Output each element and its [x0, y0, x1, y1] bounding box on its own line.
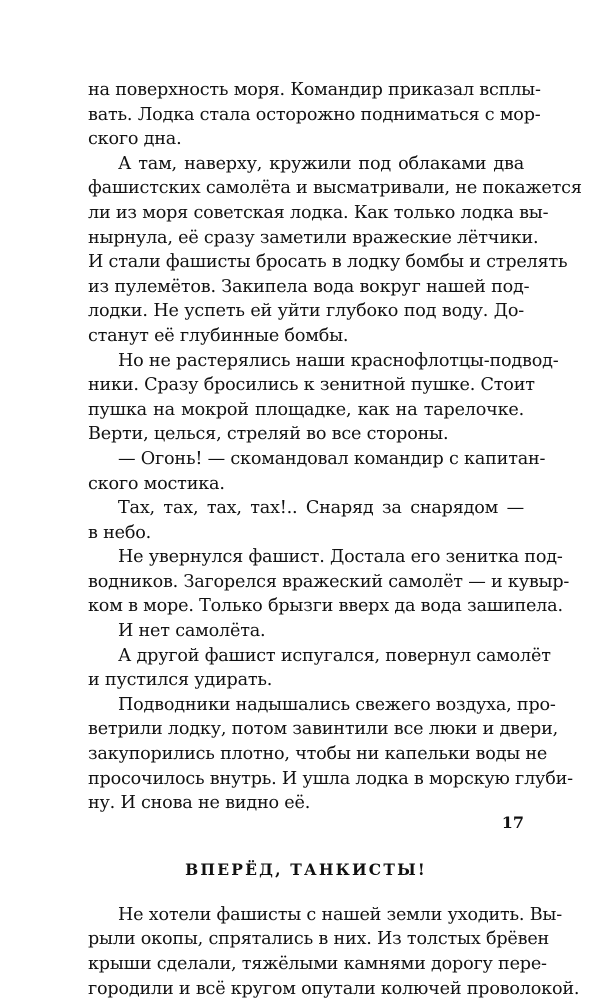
text-line: рыли окопы, спрятались в них. Из толстых брёвен: [88, 929, 550, 950]
page-number: 17: [501, 813, 524, 832]
chapter-heading: ВПЕРЁД, ТАНКИСТЫ!: [185, 859, 427, 879]
text-line: И нет самолёта.: [118, 621, 266, 642]
text-line: Но не растерялись наши краснофлотцы-подвод-: [118, 350, 559, 371]
text-line: из пулемётов. Закипела вода вокруг нашей под-: [88, 276, 530, 297]
text-line: пушка на мокрой площадке, как на тарелочке.: [88, 399, 524, 420]
text-line: крыши сделали, тяжёлыми камнями дорогу пере-: [88, 954, 547, 974]
text-line: Подводники надышались свежего воздуха, про-: [118, 694, 556, 715]
paragraph: [88, 349, 559, 447]
text-line: фашистских самолёта и высматривали, не покажется: [88, 178, 582, 199]
text-line: — Огонь! — скомандовал командир с капитан-: [118, 448, 546, 469]
text-line: Тах, тах, тах, тах!.. Снаряд за снарядом —: [118, 498, 524, 519]
text-line: нырнула, её сразу заметили вражеские лётчики.: [88, 227, 539, 248]
paragraph: [88, 545, 570, 619]
page-body: [88, 78, 582, 1001]
text-line: ского дна.: [88, 129, 182, 150]
text-line: на поверхность моря. Командир приказал всплы-: [88, 80, 541, 100]
text-line: лодки. Не успеть ей уйти глубоко под воду. До-: [88, 301, 524, 322]
paragraph: [88, 78, 541, 152]
paragraph: [88, 152, 582, 349]
text-section-after: [88, 903, 580, 1001]
text-line: вать. Лодка стала осторожно подниматься с мор-: [88, 104, 541, 125]
text-line: водников. Загорелся вражеский самолёт — и кувыр-: [88, 571, 570, 592]
text-section-before: [88, 78, 582, 816]
paragraph: [88, 496, 524, 545]
paragraph: [88, 903, 580, 1001]
text-line: ники. Сразу бросились к зенитной пушке. Стоит: [88, 375, 535, 396]
text-line: ну. И снова не видно её.: [88, 793, 311, 814]
text-line: А там, наверху, кружили под облаками два: [118, 153, 524, 174]
text-line: Верти, целься, стреляй во все стороны.: [88, 424, 449, 445]
text-line: и пустился удирать.: [88, 670, 273, 691]
text-line: станут её глубинные бомбы.: [88, 325, 349, 346]
paragraph: [88, 447, 546, 496]
paragraph: [88, 693, 573, 816]
text-line: городили и всё кругом опутали колючей проволокой.: [88, 978, 580, 999]
text-line: И стали фашисты бросать в лодку бомбы и стрелять: [88, 252, 568, 273]
text-line: Не хотели фашисты с нашей земли уходить. Вы-: [118, 904, 562, 925]
text-line: закупорились плотно, чтобы ни капельки воды не: [88, 744, 548, 765]
text-line: ком в море. Только брызги вверх да вода зашипела.: [88, 596, 563, 617]
paragraph: [88, 619, 524, 644]
text-line: в небо.: [88, 522, 152, 543]
text-line: ветрили лодку, потом завинтили все люки и двери,: [88, 719, 559, 740]
text-line: А другой фашист испугался, повернул самолёт: [118, 645, 551, 666]
text-line: просочилось внутрь. И ушла лодка в морскую глуби-: [88, 768, 573, 789]
text-line: ли из моря советская лодка. Как только лодка вы-: [88, 202, 549, 223]
paragraph: [88, 644, 551, 693]
text-line: ского мостика.: [88, 473, 225, 494]
text-line: Не увернулся фашист. Достала его зенитка под-: [118, 547, 563, 568]
